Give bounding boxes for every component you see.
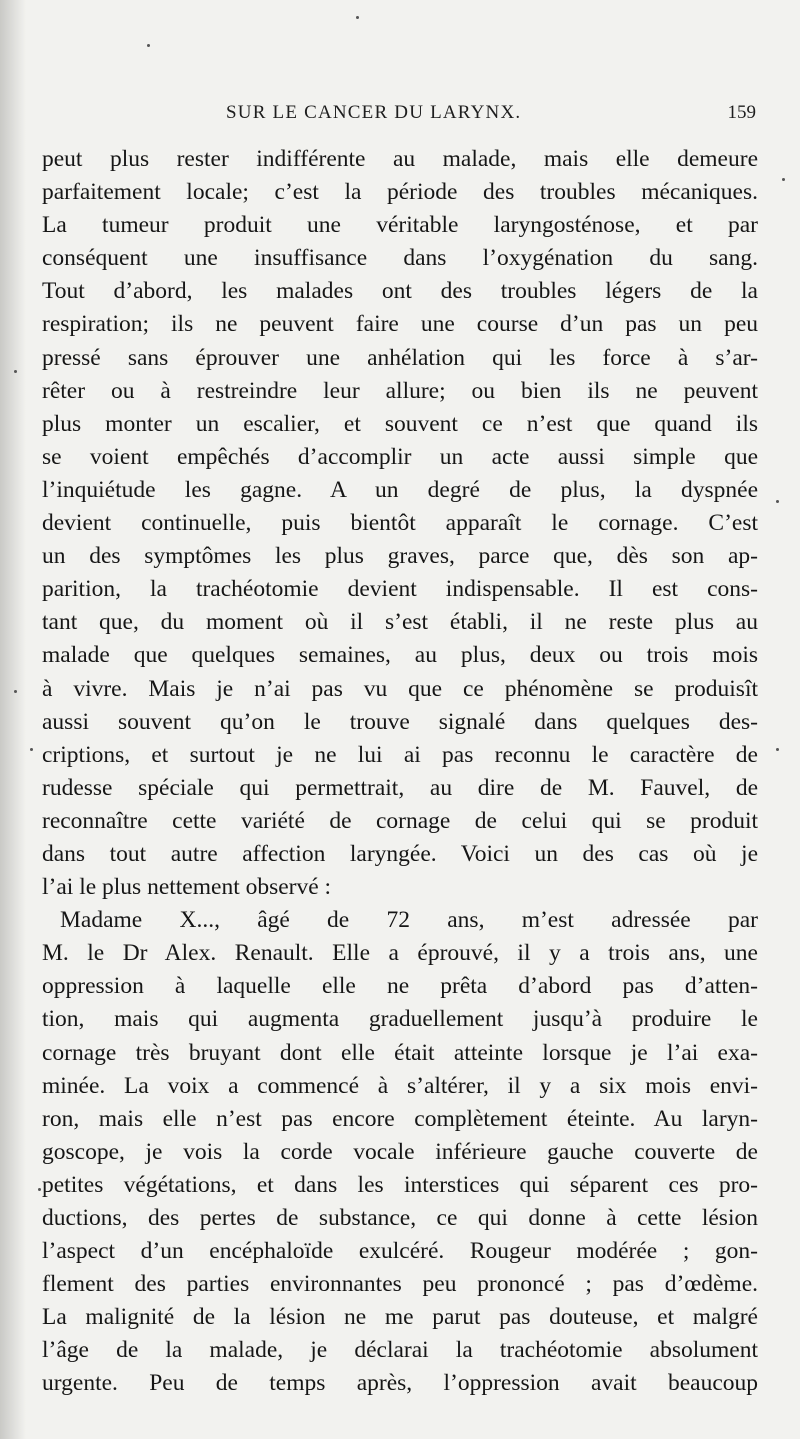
text-line: ron, mais elle n’est pas encore complètement éteinte. Au laryn- — [42, 1105, 758, 1132]
text-line: urgente. Peu de temps après, l’oppression avait beaucoup — [42, 1370, 758, 1397]
text-line: rêter ou à restreindre leur allure; ou bien ils ne peuvent — [42, 377, 758, 404]
ink-speck — [38, 1188, 41, 1191]
text-line: M. le Dr Alex. Renault. Elle a éprouvé, il y a trois ans, une — [42, 940, 758, 967]
text-line: oppression à laquelle elle ne prêta d’abord pas d’atten- — [42, 973, 758, 1000]
text-body — [42, 143, 758, 1401]
text-line: l’inquiétude les gagne. A un degré de plus, la dyspnée — [42, 476, 758, 503]
text-line: l’âge de la malade, je déclarai la trachéotomie absolument — [42, 1337, 758, 1364]
text-line: petites végétations, et dans les interstices qui séparent ces pro- — [42, 1171, 758, 1198]
text-line: reconnaître cette variété de cornage de celui qui se produit — [42, 807, 758, 834]
text-line: minée. La voix a commencé à s’altérer, il y a six mois envi- — [42, 1072, 758, 1099]
page-number: 159 — [727, 102, 756, 123]
text-line: La tumeur produit une véritable laryngosténose, et par — [42, 212, 758, 239]
text-line: ductions, des pertes de substance, ce qui donne à cette lésion — [42, 1205, 758, 1231]
paragraph-end-line: l’ai le plus nettement observé : — [42, 874, 332, 901]
text-line: tant que, du moment où il s’est établi, il ne reste plus au — [42, 609, 758, 636]
text-line: malade que quelques semaines, au plus, deux ou trois mois — [42, 642, 758, 669]
text-line: criptions, et surtout je ne lui ai pas reconnu le caractère de — [42, 741, 758, 768]
text-line: l’aspect d’un encéphaloïde exulcéré. Rougeur modérée ; gon- — [42, 1238, 758, 1265]
text-line: aussi souvent qu’on le trouve signalé dans quelques des- — [42, 708, 758, 735]
ink-speck — [147, 44, 150, 47]
text-line: flement des parties environnantes peu prononcé ; pas d’œdème. — [42, 1271, 758, 1298]
ink-speck — [776, 500, 779, 503]
running-head — [0, 102, 800, 132]
text-line: La malignité de la lésion ne me parut pas douteuse, et malgré — [42, 1304, 758, 1331]
text-line: dans tout autre affection laryngée. Voici un des cas où je — [42, 840, 758, 867]
text-line: un des symptômes les plus graves, parce que, dès son ap- — [42, 543, 758, 570]
ink-speck — [776, 748, 779, 751]
ink-speck — [30, 748, 33, 751]
text-line: pressé sans éprouver une anhélation qui les force à s’ar- — [42, 344, 758, 371]
running-title: SUR LE CANCER DU LARYNX. — [226, 102, 522, 123]
text-line: conséquent une insuffisance dans l’oxygénation du sang. — [42, 245, 758, 272]
text-line: parfaitement locale; c’est la période des troubles mécaniques. — [42, 179, 758, 206]
text-line: rudesse spéciale qui permettrait, au dire de M. Fauvel, de — [42, 774, 758, 801]
text-line: Tout d’abord, les malades ont des troubles légers de la — [42, 278, 758, 305]
ink-speck — [14, 370, 17, 373]
text-line: goscope, je vois la corde vocale inférieure gauche couverte de — [42, 1138, 758, 1165]
ink-speck — [356, 16, 359, 19]
ink-speck — [14, 690, 17, 693]
text-line: devient continuelle, puis bientôt apparaît le cornage. C’est — [42, 510, 758, 537]
text-line: tion, mais qui augmenta graduellement jusqu’à produire le — [42, 1006, 758, 1033]
text-line: plus monter un escalier, et souvent ce n’est que quand ils — [42, 410, 758, 437]
text-line: peut plus rester indifférente au malade, mais elle demeure — [42, 146, 758, 172]
paragraph-start-line: Madame X..., âgé de 72 ans, m’est adressée par — [60, 907, 758, 934]
text-line: respiration; ils ne peuvent faire une course d’un pas un peu — [42, 311, 758, 338]
text-line: parition, la trachéotomie devient indispensable. Il est cons- — [42, 576, 758, 603]
text-line: se voient empêchés d’accomplir un acte aussi simple que — [42, 443, 758, 470]
ink-speck — [782, 178, 785, 181]
page-edge-shadow — [0, 0, 26, 1439]
text-line: à vivre. Mais je n’ai pas vu que ce phénomène se produisît — [42, 675, 758, 702]
text-line: cornage très bruyant dont elle était atteinte lorsque je l’ai exa- — [42, 1039, 758, 1066]
